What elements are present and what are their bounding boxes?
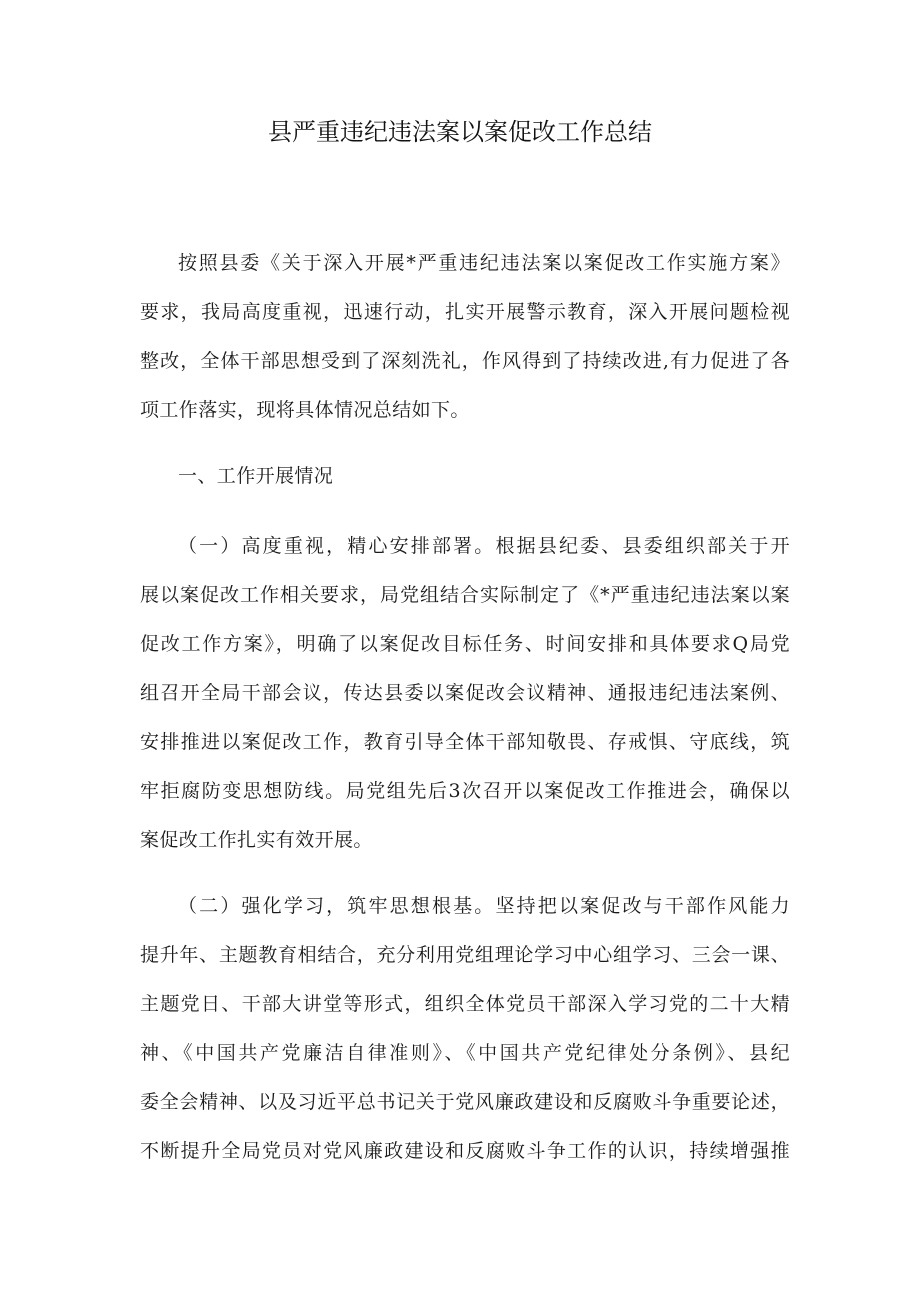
paragraph-line: 组召开全局干部会议，传达县委以案促改会议精神、通报违纪违法案例、 [140, 682, 790, 704]
paragraph-line: （一）高度重视，精心安排部署。根据县纪委、县委组织部关于开 [178, 535, 790, 557]
paragraph-line: 委全会精神、以及习近平总书记关于党风廉政建设和反腐败斗争重要论述， [140, 1091, 790, 1113]
paragraph-line: 项工作落实，现将具体情况总结如下。 [140, 399, 470, 421]
paragraph-line: 不断提升全局党员对党风廉政建设和反腐败斗争工作的认识，持续增强推 [140, 1140, 790, 1162]
paragraph-line: 安排推进以案促改工作，教育引导全体干部知敬畏、存戒惧、守底线，筑 [140, 731, 790, 753]
paragraph-line: 促改工作方案》，明确了以案促改目标任务、时间安排和具体要求Q局党 [140, 633, 790, 655]
paragraph-line: 要求，我局高度重视，迅速行动，扎实开展警示教育，深入开展问题检视 [140, 301, 790, 323]
paragraph-line: 展以案促改工作相关要求，局党组结合实际制定了《*严重违纪违法案以案 [140, 584, 790, 606]
paragraph-line: 牢拒腐防变思想防线。局党组先后3次召开以案促改工作推进会，确保以 [140, 780, 790, 802]
document-title: 县严重违纪违法案以案促改工作总结 [268, 118, 652, 146]
paragraph-line: 案促改工作扎实有效开展。 [140, 829, 373, 851]
section-heading-text: 一、工作开展情况 [178, 465, 334, 487]
paragraph-line: （二）强化学习，筑牢思想根基。坚持把以案促改与干部作风能力 [178, 895, 790, 917]
intro-paragraph [140, 239, 790, 435]
paragraph-line: 主题党日、干部大讲堂等形式，组织全体党员干部深入学习党的二十大精 [140, 993, 790, 1015]
paragraph-line: 神、《中国共产党廉洁自律准则》、《中国共产党纪律处分条例》、县纪 [140, 1042, 790, 1064]
paragraph-line: 按照县委《关于深入开展*严重违纪违法案以案促改工作实施方案》 [178, 252, 790, 274]
section-heading [140, 452, 790, 501]
part2-paragraph [140, 882, 790, 1176]
paragraph-line: 整改，全体干部思想受到了深刻洗礼，作风得到了持续改进,有力促进了各 [140, 350, 790, 372]
paragraph-line: 提升年、主题教育相结合，充分利用党组理论学习中心组学习、三会一课、 [140, 944, 790, 966]
part1-paragraph [140, 522, 790, 865]
